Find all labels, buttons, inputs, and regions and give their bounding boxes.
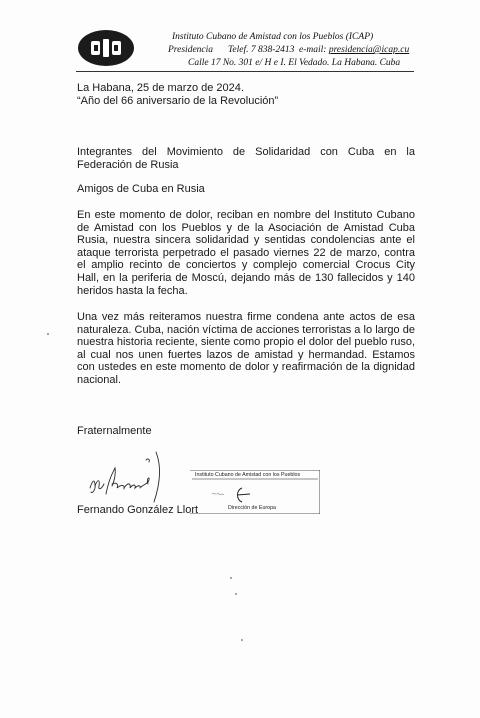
letterhead-email-label: e-mail: xyxy=(299,45,327,55)
letterhead-divider xyxy=(76,71,414,72)
letterhead-email-group xyxy=(299,45,409,56)
scan-speck xyxy=(47,333,49,335)
letter-paragraph-1: En este momento de dolor, reciban en nombre del Instituto Cubano de Amistad con los Pueblos y de la Asociación de Amistad Cuba Rusia, nuestra sincera solidaridad y sentidas condolencias ante el ataque terrorista perpetrado el pasado viernes 22 de marzo, contra el amplio recinto de conciertos y complejo comercial Crocus City Hall, en la periferia de Moscú, dejando más de 130 fallecidos y 140 heridos hasta la fecha. xyxy=(77,209,415,297)
letter-recipient: Integrantes del Movimiento de Solidaridad con Cuba en la Federación de Rusia xyxy=(77,146,415,171)
scan-speck xyxy=(241,639,243,641)
stamp-department-text: Dirección de Europa xyxy=(228,505,276,511)
letterhead-email[interactable]: presidencia@icap.cu xyxy=(328,45,410,55)
letterhead-phone: Telef. 7 838-2413 xyxy=(228,45,295,55)
handwritten-signature xyxy=(86,448,196,504)
letter-greeting: Amigos de Cuba en Rusia xyxy=(77,183,205,195)
letterhead-contact-line xyxy=(168,45,410,56)
letterhead-organization: Instituto Cubano de Amistad con los Pueblos (ICAP) xyxy=(172,32,374,42)
signatory-name: Fernando González Llort xyxy=(77,504,199,516)
scan-speck xyxy=(235,593,237,595)
scan-speck xyxy=(230,577,232,579)
stamp-organization-text: Instituto Cubano de Amistad con los Pueblos xyxy=(195,472,301,478)
icap-logo-icon xyxy=(77,29,135,67)
letterhead-address: Calle 17 No. 301 e/ H e I. El Vedado. La Habana. Cuba xyxy=(188,58,401,68)
year-motto: “Año del 66 aniversario de la Revolución” xyxy=(77,95,279,107)
letterhead-office: Presidencia xyxy=(168,45,214,55)
letter-date: La Habana, 25 de marzo de 2024. xyxy=(77,82,244,94)
letter-paragraph-2: Una vez más reiteramos nuestra firme condena ante actos de esa naturaleza. Cuba, nación víctima de acciones terroristas a lo largo de nuestra historia reciente, siente como propio el dolor del pueblo ruso, al cual nos unen fuertes lazos de amistad y hermandad. Estamos con ustedes en este momento de dolor y reafirmación de la dignidad nacional. xyxy=(77,311,415,386)
letter-closing: Fraternalmente xyxy=(77,425,152,437)
